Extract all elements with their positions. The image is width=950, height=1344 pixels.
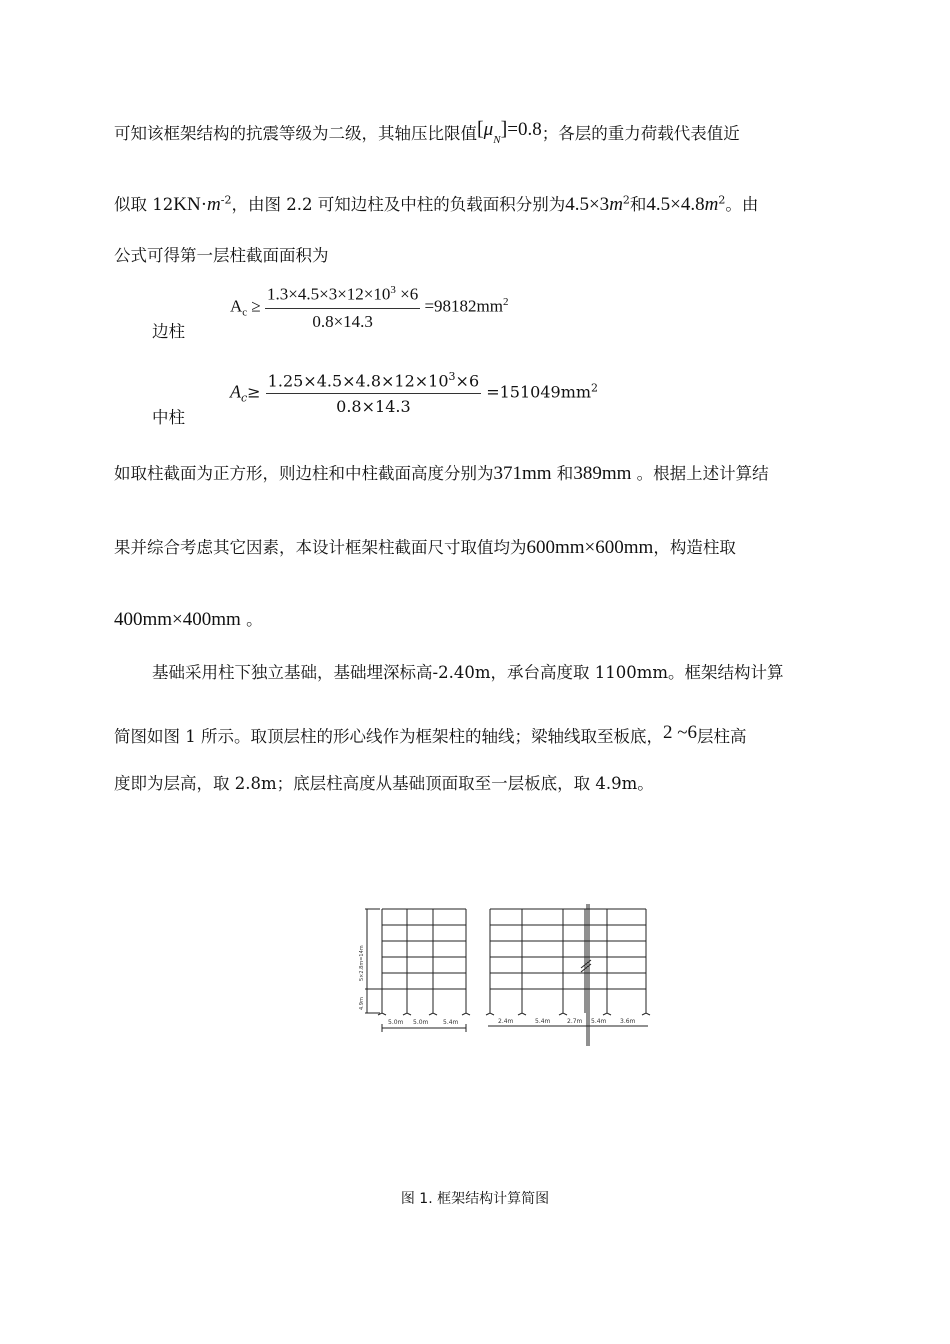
num-exp: 3 [390,284,396,296]
num-exp: 3 [448,370,456,383]
mu-subscript: N [493,134,501,146]
text: 和 [551,464,574,483]
text: 似取 12 [114,195,174,214]
dim-side-top: 5×2.8m=14m [359,945,365,981]
dim-left-1: 5.0m [388,1019,404,1026]
fraction [265,284,420,332]
para-line-3: 公式可得第一层柱截面面积为 [114,246,329,265]
text: ，构造柱取 [653,538,736,557]
edge-height: 371mm [493,463,552,484]
supports [378,1013,650,1015]
axial-ratio-limit: =0.8 [507,119,542,140]
floor-range: 2 ~6 [663,722,698,743]
text: 如取柱截面为正方形，则边柱和中柱截面高度分别为 [114,464,494,483]
para-line-9: 度即为层高，取 2.8m；底层柱高度从基础顶面取至一层板底，取 4.9m。 [114,774,654,793]
column-size: 600mm×600mm [526,537,654,558]
formula-label-middle: 中柱 [152,408,185,427]
dim-right-4: 5.4m [591,1018,607,1025]
formula-label-edge: 边柱 [152,322,185,341]
lhs: A [230,296,243,316]
para-line-7: 基础采用柱下独立基础，基础埋深标高-2.40m，承台高度取 1100mm。框架结构计算 [152,663,784,682]
middle-height: 389mm [573,463,632,484]
frame-diagram [355,896,655,1046]
unit-m: m [609,194,623,215]
text: 果并综合考虑其它因素，本设计框架柱截面尺寸取值均为 [114,538,527,557]
num-text: 1.3×4.5×3×12×10 [267,284,391,304]
dim-side-bottom: 4.9m [359,997,365,1010]
para-line-8 [114,722,747,747]
para-line-1 [114,118,740,146]
dim-left-2: 5.0m [413,1019,429,1026]
rhs: =98182mm [424,296,504,316]
para-line-5 [114,534,736,559]
fraction [266,370,481,416]
figure-caption: 图 1. 框架结构计算简图 [400,1191,550,1207]
text: 。根据上述计算结 [631,464,769,483]
para-line-4 [114,460,769,485]
unit-exp: 2 [622,193,630,207]
constructional-column-size: 400mm×400mm [114,609,241,630]
formula-middle-column [230,370,598,416]
unit-m: m [704,194,719,215]
para-line-6 [114,606,263,631]
num-text: 1.25×4.5×4.8×12×10 [267,371,449,391]
formula-edge-column [230,284,509,332]
lhs-sub: c [241,391,248,405]
text: 。由 [725,195,759,214]
rhs-exp: 2 [503,296,509,309]
dim-left-3: 5.4m [443,1019,459,1026]
lhs: A [230,381,241,402]
dim-right-2: 5.4m [535,1018,551,1025]
lhs-sub: c [242,306,248,319]
unit-exp: -2 [220,193,232,207]
para-line-2 [114,191,758,216]
ge: ≥ [247,382,261,402]
text: ；各层的重力荷载代表值近 [541,124,740,143]
dim-right-5: 3.6m [620,1018,636,1025]
text: ，由图 2.2 可知边柱及中柱的负载面积分别为 [231,195,566,214]
text: 简图如图 1 所示。取顶层柱的形心线作为框架柱的轴线；梁轴线取至板底， [114,727,663,746]
text: 可知该框架结构的抗震等级为二级，其轴压比限值 [114,124,477,143]
num-tail: ×6 [395,284,419,304]
dim-right-3: 2.7m [567,1018,583,1025]
numerator [265,284,420,309]
ge: ≥ [247,296,261,316]
mu-symbol: μ [483,119,494,140]
unit-m: m [207,194,221,215]
unit-exp: 2 [718,193,726,207]
rhs: =151049mm [486,382,592,402]
num-tail: ×6 [455,371,480,391]
rhs-exp: 2 [591,381,599,395]
area-edge: 4.5×3 [565,194,610,215]
dim-right-1: 2.4m [498,1018,514,1025]
denominator: 0.8×14.3 [336,397,411,417]
area-middle: 4.5×4.8 [646,194,705,215]
text: 。 [240,610,263,629]
bracket-left: [ [477,118,484,140]
denominator: 0.8×14.3 [312,311,373,331]
numerator [266,370,481,394]
bracket-right: ] [500,118,508,140]
text: 和 [629,195,647,214]
text: 层柱高 [697,727,747,746]
unit: KN· [173,194,208,215]
